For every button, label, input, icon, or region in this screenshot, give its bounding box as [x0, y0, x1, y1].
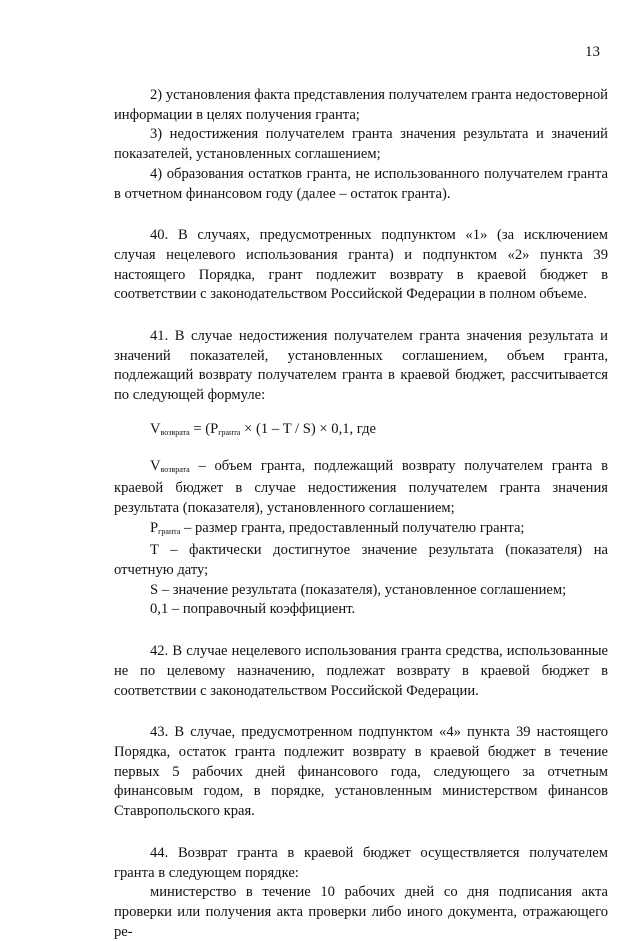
formula: $V_{возврата} = (P_{гранта} \times (1 - T / S) \times 0,1$, где: [150, 420, 376, 437]
definition-t: T – фактически достигнутое значение результата (показателя) на отчетную дату;: [114, 542, 608, 579]
definition-s: S – значение результата (показателя), установленное соглашением;: [150, 581, 567, 598]
paragraph-42: 42. В случае нецелевого использования гранта средства, использованные не по целевому назначению, подлежат возврату в краевой бюджет в соответствии с законодательством Российской Федерации.: [114, 643, 608, 699]
page-number: 13: [585, 44, 600, 60]
definition-v: $V_{возврата}$ – объем гранта, подлежащий возврату получателем гранта в краевой бюджет в случае недостижения получателем гранта значения результата (показателя), установленного соглашением;: [114, 457, 608, 516]
paragraph-43: 43. В случае, предусмотренном подпунктом «4» пункта 39 настоящего Порядка, остаток гранта подлежит возврату в краевой бюджет в течение первых 5 рабочих дней финансового года, следующего за отчетным финансовым годом, в порядке, установленным министерством финансов Ставропольского края.: [114, 724, 608, 820]
document-body: [114, 86, 608, 942]
list-item-2: 2) установления факта представления получателем гранта недостоверной информации в целях получения гранта;: [114, 87, 608, 123]
list-item-3: 3) недостижения получателем гранта значения результата и значений показателей, установленных соглашением;: [114, 126, 608, 163]
paragraph-44-subitem: министерство в течение 10 рабочих дней со дня подписания акта проверки или получения акта проверки либо иного документа, отражающего ре-: [114, 884, 608, 940]
paragraph-44: 44. Возврат гранта в краевой бюджет осуществляется получателем гранта в следующем порядке:: [114, 844, 608, 881]
definition-coefficient: 0,1 – поправочный коэффициент.: [150, 601, 356, 618]
paragraph-41: 41. В случае недостижения получателем гранта значения результата и значений показателей, установленных соглашением, объем гранта, подлежащий возврату получателем гранта в краевой бюджет, рассчитывается по следующей формуле:: [114, 328, 608, 404]
list-item-4: 4) образования остатков гранта, не использованного получателем гранта в отчетном финансовом году (далее – остаток гранта).: [114, 165, 608, 202]
paragraph-40: 40. В случаях, предусмотренных подпунктом «1» (за исключением случая нецелевого использования гранта) и подпунктом «2» пункта 39 настоящего Порядка, грант подлежит возврату в краевой бюджет в соответствии с законодательством Российской Федерации в полном объеме.: [114, 227, 608, 303]
definition-p: $P_{гранта}$ – размер гранта, предоставленный получателю гранта;: [150, 519, 525, 536]
